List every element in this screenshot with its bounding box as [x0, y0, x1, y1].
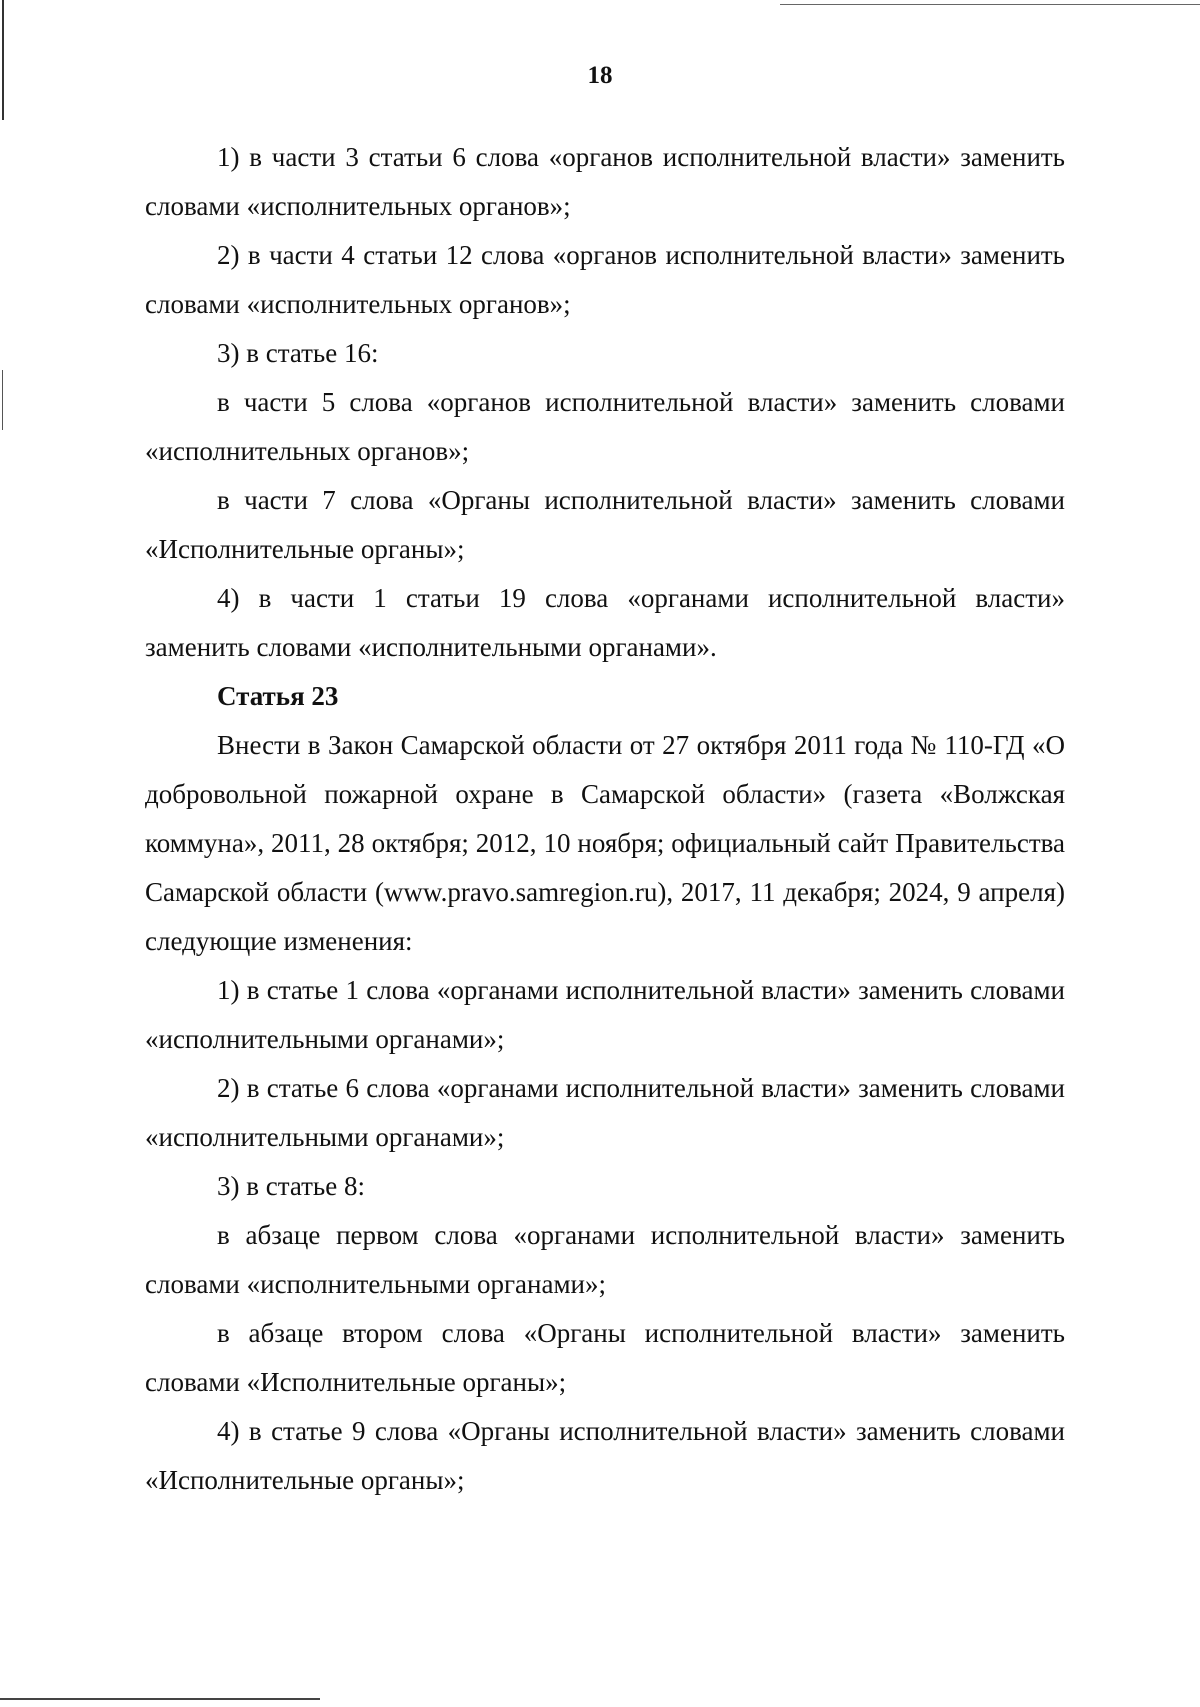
document-body	[145, 133, 1065, 1505]
amendment-item-4: 4) в статье 9 слова «Органы исполнительной власти» заменить словами «Исполнительные органы»;	[145, 1416, 1065, 1495]
amendment-item-1: 1) в статье 1 слова «органами исполнительной власти» заменить словами «исполнительными органами»;	[145, 975, 1065, 1054]
amendment-item-3: 3) в статье 8:	[217, 1171, 365, 1201]
amendment-item-2: 2) в статье 6 слова «органами исполнительной власти» заменить словами «исполнительными органами»;	[145, 1073, 1065, 1152]
scan-edge-mark	[2, 0, 4, 120]
amendment-subitem: в абзаце первом слова «органами исполнительной власти» заменить словами «исполнительными органами»;	[145, 1220, 1065, 1299]
scan-edge-mark	[2, 370, 3, 430]
amendment-item-1: 1) в части 3 статьи 6 слова «органов исполнительной власти» заменить словами «исполнительных органов»;	[145, 142, 1065, 221]
article-intro: Внести в Закон Самарской области от 27 октября 2011 года № 110-ГД «О добровольной пожарной охране в Самарской области» (газета «Волжская коммуна», 2011, 28 октября; 2012, 10 ноября; официальный сайт Правительства Самарской области (www.pravo.samregion.ru), 2017, 11 декабря; 2024, 9 апреля) следующие изменения:	[145, 730, 1065, 956]
amendment-subitem: в части 7 слова «Органы исполнительной власти» заменить словами «Исполнительные органы»;	[145, 485, 1065, 564]
amendment-item-3: 3) в статье 16:	[217, 338, 379, 368]
article-heading: Статья 23	[217, 681, 339, 711]
scan-bottom-line	[0, 1698, 320, 1700]
amendment-item-2: 2) в части 4 статьи 12 слова «органов исполнительной власти» заменить словами «исполнительных органов»;	[145, 240, 1065, 319]
amendment-subitem: в абзаце втором слова «Органы исполнительной власти» заменить словами «Исполнительные органы»;	[145, 1318, 1065, 1397]
page-number: 18	[587, 62, 613, 89]
amendment-subitem: в части 5 слова «органов исполнительной власти» заменить словами «исполнительных органов»;	[145, 387, 1065, 466]
amendment-item-4: 4) в части 1 статьи 19 слова «органами исполнительной власти» заменить словами «исполнительными органами».	[145, 583, 1065, 662]
scan-top-line	[780, 4, 1200, 5]
